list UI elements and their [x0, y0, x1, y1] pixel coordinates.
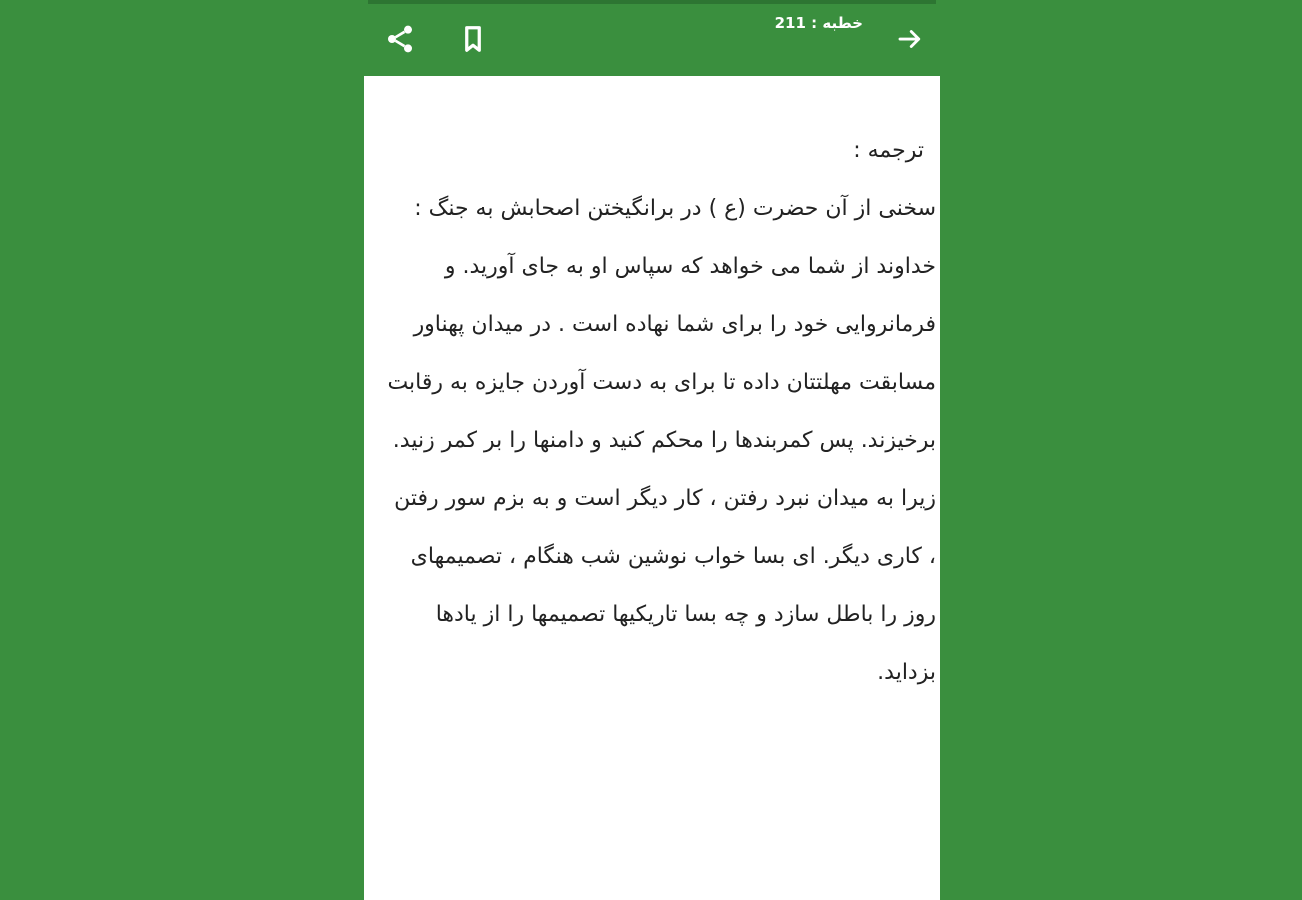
page-title: خطبه : 211 [774, 14, 863, 32]
share-icon [384, 23, 416, 55]
article-text [381, 122, 936, 702]
app-bar [364, 4, 940, 76]
article-content [364, 76, 940, 900]
bookmark-icon [458, 24, 488, 54]
article-heading: ترجمه : [853, 138, 924, 163]
bookmark-button[interactable] [453, 19, 493, 59]
article-body: خداوند از شما می خواهد که سپاس او به جای آورید. و فرمانروایی خود را برای شما نهاده است . در میدان پهناور مسابقت مهلتتان داده تا برای به دست آوردن جایزه به رقابت برخیزند. پس کمربندها را محکم کنید و دامنها را بر کمر زنید. زیرا به میدان نبرد رفتن ، کار دیگر است و به بزم سور رفتن ، کاری دیگر. ای بسا خواب نوشین شب هنگام ، تصمیمهای روز را باطل سازد و چه بسا تاریکیها تصمیمها را از یادها بزداید. [387, 254, 936, 685]
article-intro: سخنی از آن حضرت (ع ) در برانگیختن اصحابش به جنگ : [414, 196, 936, 221]
arrow-right-icon [895, 24, 925, 54]
share-button[interactable] [380, 19, 420, 59]
back-button[interactable] [890, 19, 930, 59]
